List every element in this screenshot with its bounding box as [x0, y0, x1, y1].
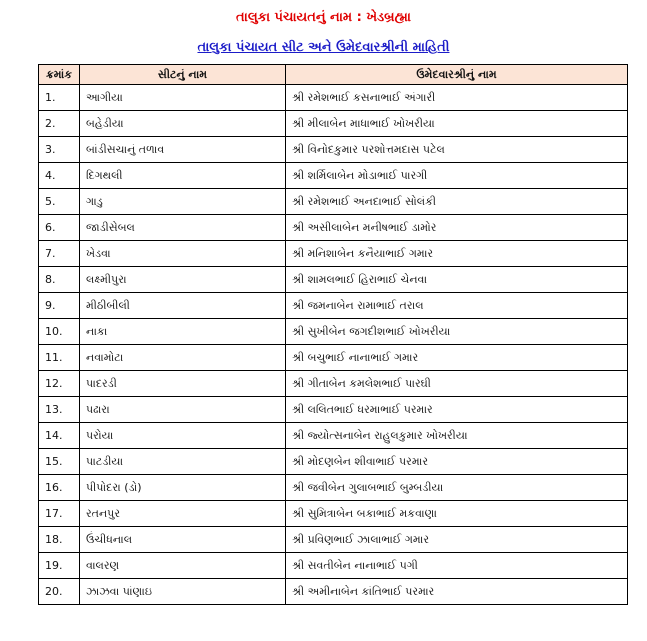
- cell-candidate-name: શ્રી ગીતાબેન કમલેશભાઈ પારઘી: [286, 371, 628, 397]
- column-header-candidate: ઉમેદવારશ્રીનું નામ: [286, 65, 628, 85]
- column-header-serial: ક્રમાંક: [39, 65, 80, 85]
- cell-candidate-name: શ્રી સુમિત્રાબેન બકાભાઈ મકવાણા: [286, 501, 628, 527]
- cell-serial: 14.: [39, 423, 80, 449]
- cell-candidate-name: શ્રી સુખીબેન જગદીશભાઈ ખોખરીયા: [286, 319, 628, 345]
- cell-seat-name: પઢારા: [80, 397, 286, 423]
- cell-serial: 5.: [39, 189, 80, 215]
- cell-seat-name: મીઠીબીલી: [80, 293, 286, 319]
- cell-serial: 19.: [39, 553, 80, 579]
- cell-candidate-name: શ્રી બચુભાઈ નાનાભાઈ ગમાર: [286, 345, 628, 371]
- page-subtitle: તાલુકા પંચાયત સીટ અને ઉમેદવારશ્રીની માહિતી: [197, 40, 450, 55]
- cell-seat-name: નાકા: [80, 319, 286, 345]
- table-row: [39, 163, 628, 189]
- cell-seat-name: પાદરડી: [80, 371, 286, 397]
- cell-seat-name: પીપોદરા (ડો): [80, 475, 286, 501]
- cell-serial: 8.: [39, 267, 80, 293]
- cell-candidate-name: શ્રી રમેશભાઈ કસનાભાઈ અંગારી: [286, 85, 628, 111]
- table-row: [39, 397, 628, 423]
- cell-seat-name: ઉંચીધનાલ: [80, 527, 286, 553]
- table-row: [39, 293, 628, 319]
- cell-candidate-name: શ્રી મનિશાબેન કનૈયાભાઈ ગમાર: [286, 241, 628, 267]
- table-row: [39, 241, 628, 267]
- cell-serial: 13.: [39, 397, 80, 423]
- cell-serial: 9.: [39, 293, 80, 319]
- table-row: [39, 579, 628, 605]
- table-row: [39, 189, 628, 215]
- cell-serial: 2.: [39, 111, 80, 137]
- cell-candidate-name: શ્રી જવીબેન ગુલાબભાઈ બુમ્બડીયા: [286, 475, 628, 501]
- table-row: [39, 371, 628, 397]
- table-row: [39, 267, 628, 293]
- table-row: [39, 501, 628, 527]
- table-row: [39, 85, 628, 111]
- cell-seat-name: રતનપુર: [80, 501, 286, 527]
- cell-candidate-name: શ્રી અસીલાબેન મનીષભાઈ ડામોર: [286, 215, 628, 241]
- cell-serial: 18.: [39, 527, 80, 553]
- cell-seat-name: ગાડુ: [80, 189, 286, 215]
- cell-seat-name: નવામોટા: [80, 345, 286, 371]
- table-row: [39, 111, 628, 137]
- cell-serial: 6.: [39, 215, 80, 241]
- table-row: [39, 475, 628, 501]
- table-row: [39, 319, 628, 345]
- cell-serial: 4.: [39, 163, 80, 189]
- cell-serial: 15.: [39, 449, 80, 475]
- cell-serial: 17.: [39, 501, 80, 527]
- table-row: [39, 215, 628, 241]
- cell-serial: 7.: [39, 241, 80, 267]
- cell-serial: 16.: [39, 475, 80, 501]
- cell-seat-name: બાંડીસચાનું તળાવ: [80, 137, 286, 163]
- cell-candidate-name: શ્રી લલિતભાઈ ધરમાભાઈ પરમાર: [286, 397, 628, 423]
- cell-seat-name: પાટડીયા: [80, 449, 286, 475]
- cell-seat-name: પરોયા: [80, 423, 286, 449]
- cell-candidate-name: શ્રી જ્યોત્સનાબેન રાહુલકુમાર ખોખરીયા: [286, 423, 628, 449]
- cell-candidate-name: શ્રી જમનાબેન રામાભાઈ તરાલ: [286, 293, 628, 319]
- table-row: [39, 137, 628, 163]
- cell-seat-name: દિગથલી: [80, 163, 286, 189]
- cell-serial: 12.: [39, 371, 80, 397]
- cell-serial: 10.: [39, 319, 80, 345]
- cell-serial: 20.: [39, 579, 80, 605]
- table-row: [39, 345, 628, 371]
- cell-seat-name: ઝાઝવા પાંણાઇ: [80, 579, 286, 605]
- cell-seat-name: વાલરણ: [80, 553, 286, 579]
- seat-candidate-table: [38, 64, 628, 605]
- cell-candidate-name: શ્રી અમીનાબેન કાંતિભાઈ પરમાર: [286, 579, 628, 605]
- cell-candidate-name: શ્રી સવતીબેન નાનાભાઈ પગી: [286, 553, 628, 579]
- table-row: [39, 527, 628, 553]
- cell-seat-name: લક્ષ્મીપુરા: [80, 267, 286, 293]
- cell-candidate-name: શ્રી મીલાબેન માધાભાઈ ખોખરીયા: [286, 111, 628, 137]
- column-header-seat: સીટનું નામ: [80, 65, 286, 85]
- cell-candidate-name: શ્રી મોદણબેન શીવાભાઈ પરમાર: [286, 449, 628, 475]
- table-row: [39, 423, 628, 449]
- cell-candidate-name: શ્રી રમેશભાઈ અનદાભાઈ સોલંકી: [286, 189, 628, 215]
- page-title: તાલુકા પંચાયતનું નામ : ખેડબ્રહ્મા: [236, 10, 411, 25]
- cell-candidate-name: શ્રી પ્રવિણભાઈ ઝાલાભાઈ ગમાર: [286, 527, 628, 553]
- cell-serial: 11.: [39, 345, 80, 371]
- table-row: [39, 449, 628, 475]
- cell-candidate-name: શ્રી શામલભાઈ હિરાભાઈ ચેનવા: [286, 267, 628, 293]
- cell-seat-name: ખેડવા: [80, 241, 286, 267]
- table-header-row: [39, 65, 628, 85]
- cell-candidate-name: શ્રી વિનોદકુમાર પરશોત્તમદાસ પટેલ: [286, 137, 628, 163]
- cell-candidate-name: શ્રી શર્મિલાબેન મોડાભાઈ પારગી: [286, 163, 628, 189]
- cell-seat-name: બહેડીયા: [80, 111, 286, 137]
- cell-serial: 1.: [39, 85, 80, 111]
- cell-seat-name: જાડીસેબલ: [80, 215, 286, 241]
- cell-serial: 3.: [39, 137, 80, 163]
- table-row: [39, 553, 628, 579]
- cell-seat-name: આગીયા: [80, 85, 286, 111]
